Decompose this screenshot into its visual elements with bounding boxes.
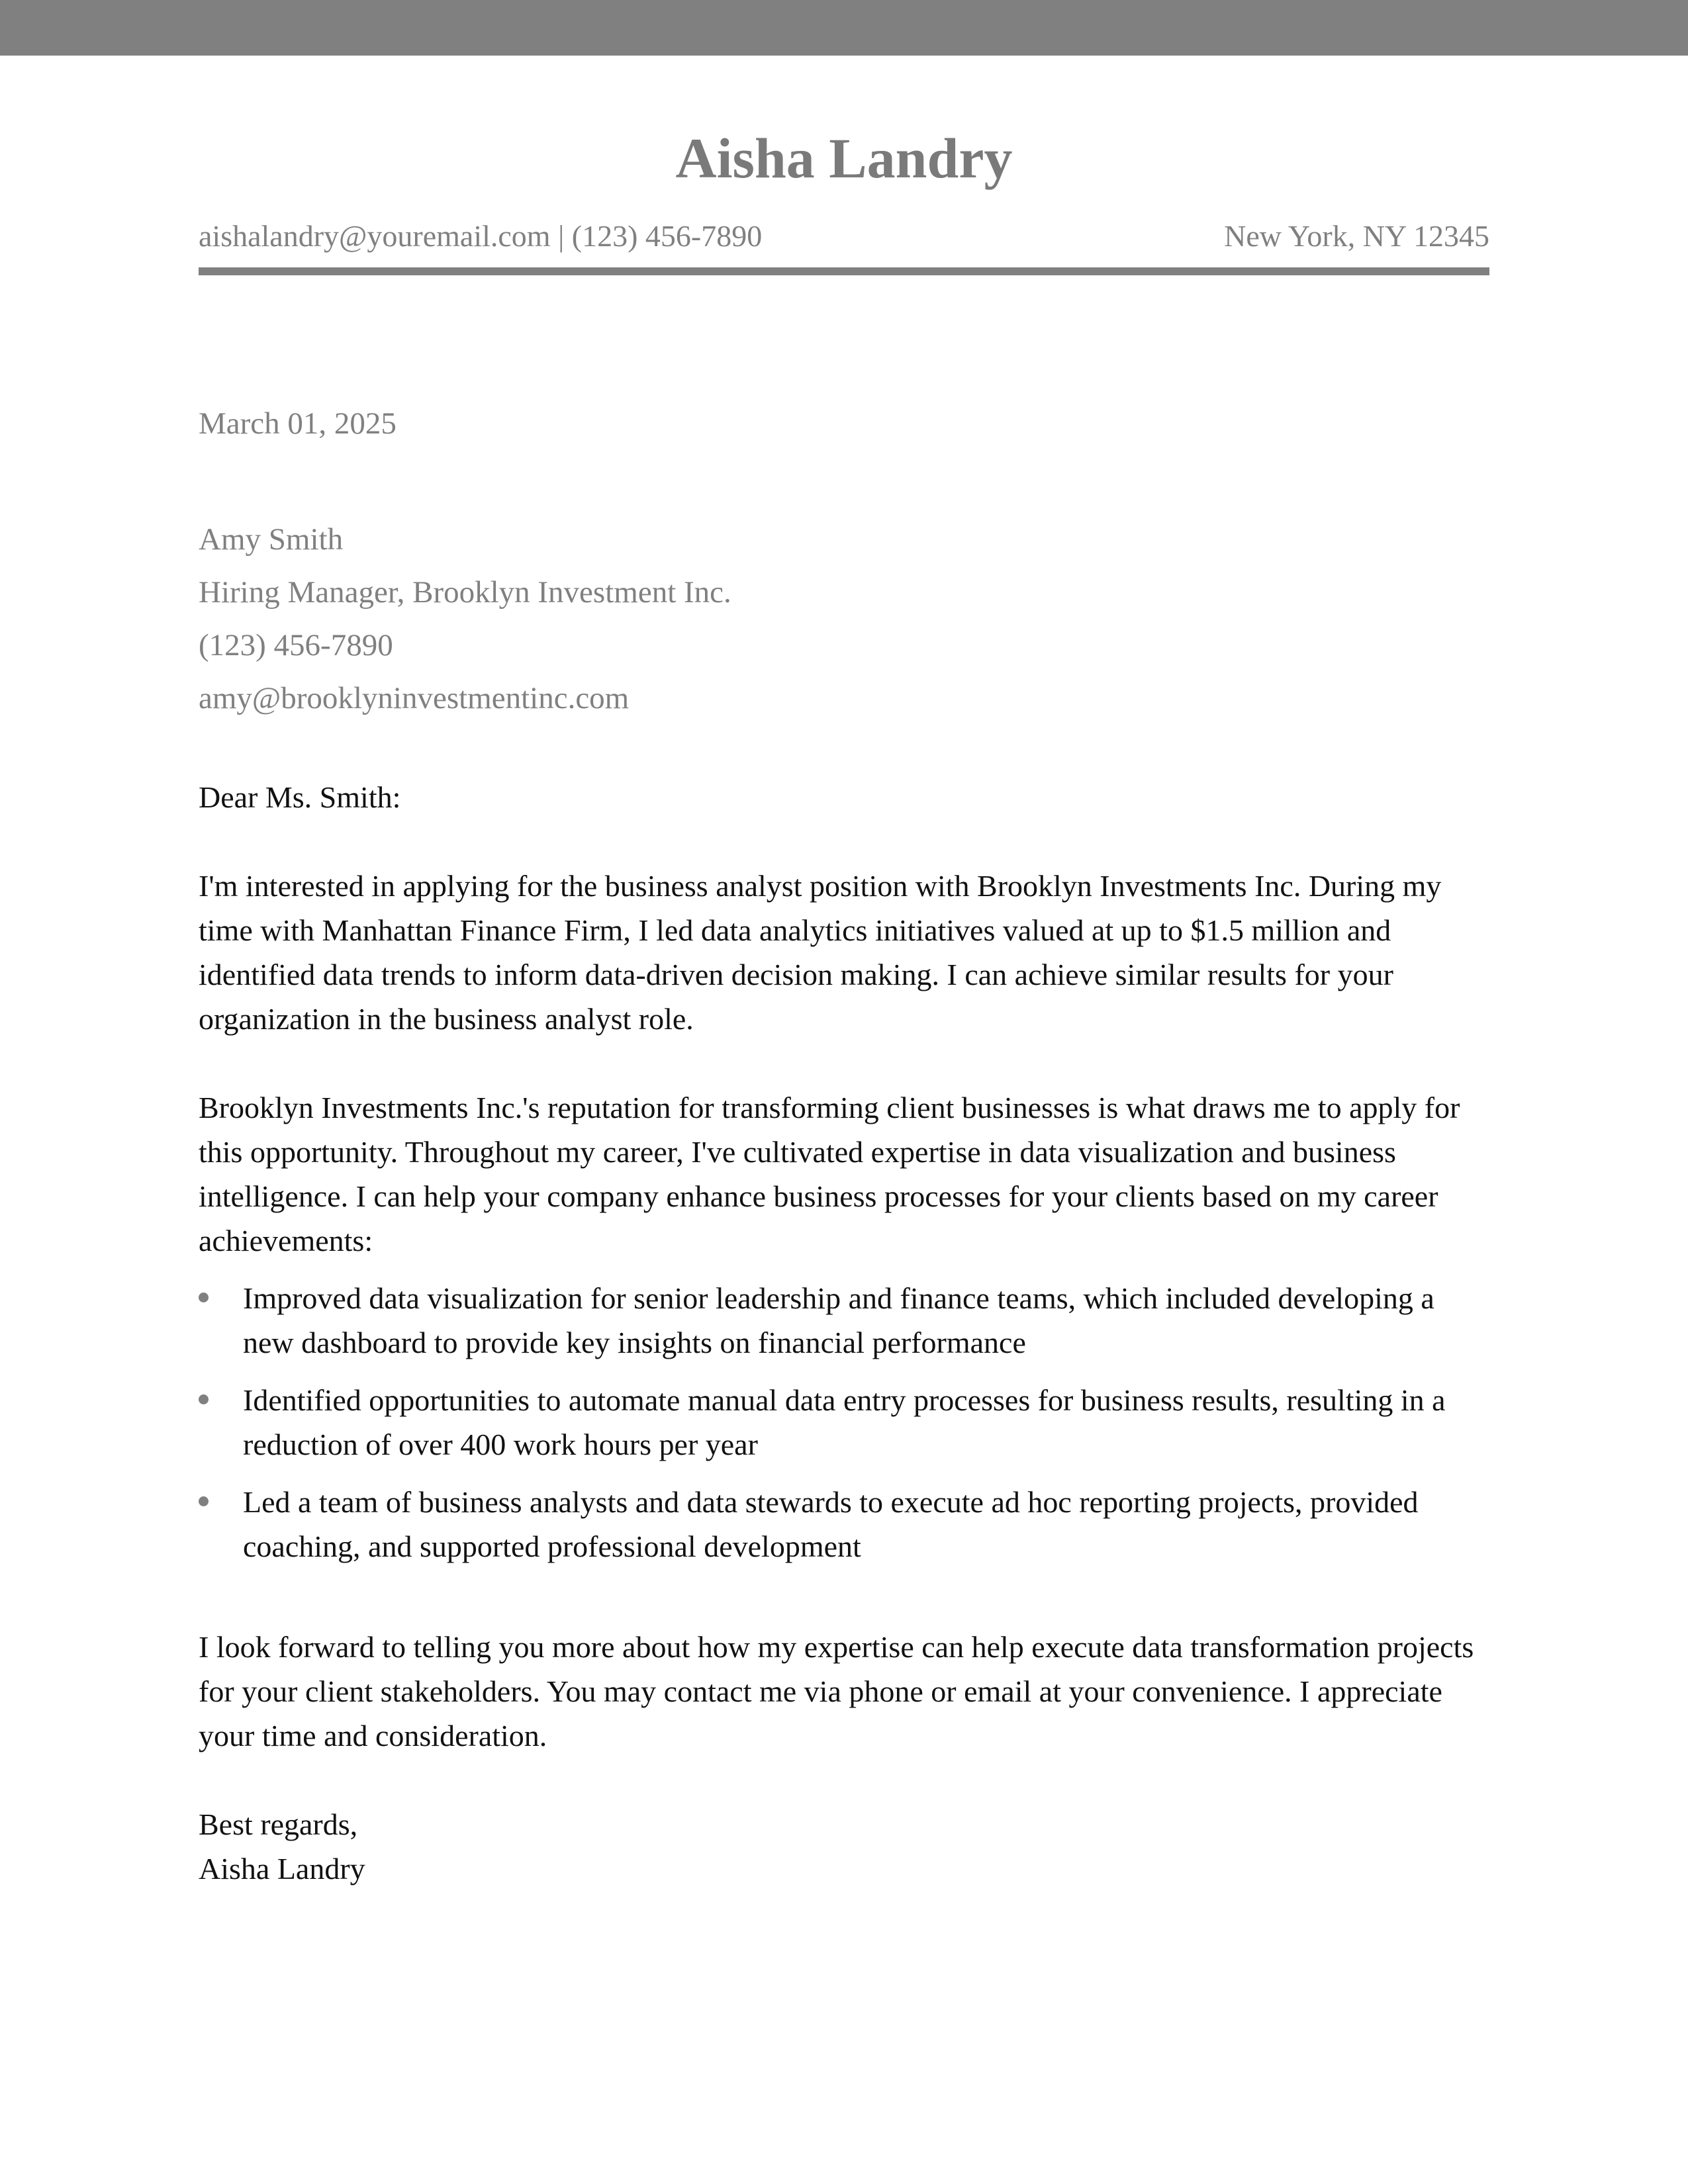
achievements-list <box>199 1276 1489 1569</box>
list-item-text: Led a team of business analysts and data stewards to execute ad hoc reporting projects, provided coaching, and supported professional development <box>243 1484 1419 1563</box>
list-item <box>199 1276 1489 1365</box>
closing-paragraph: I look forward to telling you more about how my expertise can help execute data transformation projects for your client stakeholders. You may contact me via phone or email at your convenience. I appreciate your time and consideration. <box>199 1629 1474 1752</box>
recipient-phone: (123) 456-7890 <box>199 627 393 662</box>
sender-email-phone: aishalandry@youremail.com | (123) 456-7890 <box>199 219 763 253</box>
recipient-email: amy@brooklyninvestmentinc.com <box>199 680 630 715</box>
bullet-dot-icon <box>199 1394 209 1404</box>
sender-location: New York, NY 12345 <box>1224 219 1489 253</box>
letter-page <box>199 56 1489 1891</box>
list-item <box>199 1480 1489 1569</box>
signoff: Best regards, <box>199 1807 358 1841</box>
header-divider <box>199 267 1489 275</box>
bullet-dot-icon <box>199 1293 209 1302</box>
salutation: Dear Ms. Smith: <box>199 780 401 814</box>
list-item <box>199 1378 1489 1467</box>
letter-date: March 01, 2025 <box>199 406 397 441</box>
body-paragraph: Brooklyn Investments Inc.'s reputation for transforming client businesses is what draws me to apply for this opportunity. Throughout my career, I've cultivated expertise in data visualization and business intelligence. I can help your company enhance business processes for your clients based on my career achievements: <box>199 1090 1460 1257</box>
letter-body <box>199 775 1489 1891</box>
body-paragraph: I'm interested in applying for the business analyst position with Brooklyn Investments Inc. During my time with Manhattan Finance Firm, I led data analytics initiatives valued at up to $1.5 million and identified data trends to inform data-driven decision making. I can achieve similar results for your organization in the business analyst role. <box>199 868 1442 1036</box>
sender-contact-row <box>199 218 1489 254</box>
header-band <box>0 0 1688 56</box>
bullet-dot-icon <box>199 1496 209 1506</box>
sender-name: Aisha Landry <box>675 126 1013 190</box>
list-item-text: Improved data visualization for senior leadership and finance teams, which included developing a new dashboard to provide key insights on financial performance <box>243 1281 1434 1359</box>
recipient-title: Hiring Manager, Brooklyn Investment Inc. <box>199 574 731 610</box>
list-item-text: Identified opportunities to automate manual data entry processes for business results, resulting in a reduction of over 400 work hours per year <box>243 1383 1446 1461</box>
recipient-name: Amy Smith <box>199 522 344 557</box>
signature-name: Aisha Landry <box>199 1851 365 1886</box>
recipient-block <box>199 513 1489 725</box>
